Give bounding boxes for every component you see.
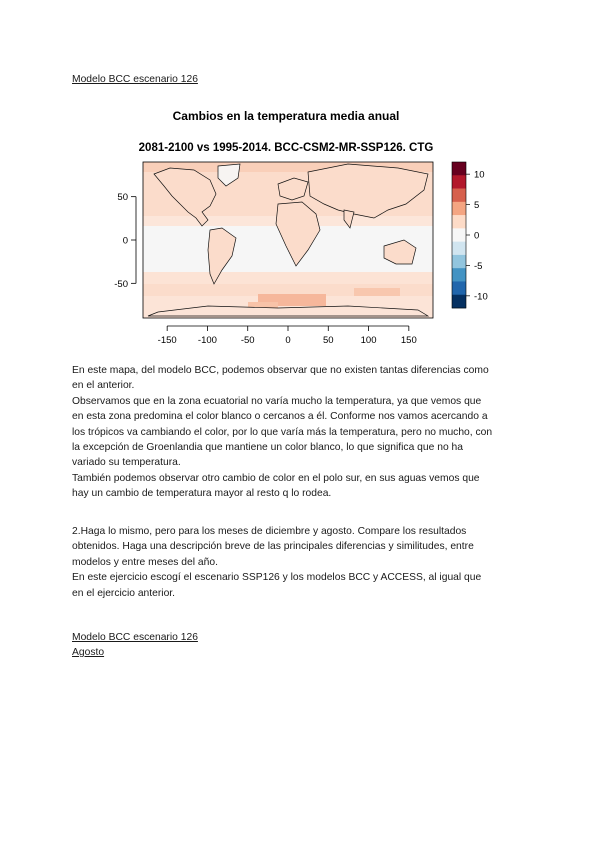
- text-line: Observamos que en la zona ecuatorial no varía mucho la temperatura, ya que vemos que: [72, 395, 482, 407]
- x-tick-label: 0: [285, 335, 291, 346]
- text-line: variado su temperatura.: [72, 457, 181, 469]
- colorbar-label: 10: [474, 169, 485, 181]
- section-2-heading: Modelo BCC escenario 126: [72, 632, 198, 643]
- colorbar-swatch: [452, 215, 466, 229]
- text-line: la excepción de Groenlandia que mantiene un color blanco, lo que significa que no ha: [72, 442, 463, 453]
- temperature-change-map: [98, 100, 500, 358]
- text-line: 2.Haga lo mismo, pero para los meses de diciembre y agosto. Compare los resultados: [72, 526, 467, 537]
- text-line: En este ejercicio escogí el escenario SSP126 y los modelos BCC y ACCESS, al igual que: [72, 572, 482, 584]
- x-tick-label: -100: [197, 335, 217, 346]
- y-tick-label: 50: [117, 192, 128, 204]
- chart-subtitle: 2081-2100 vs 1995-2014. BCC-CSM2-MR-SSP126. CTG: [138, 142, 434, 154]
- text-line: en el ejercicio anterior.: [72, 587, 176, 599]
- y-axis: [114, 192, 136, 290]
- colorbar-swatch: [452, 189, 466, 203]
- x-tick-label: -150: [157, 335, 177, 346]
- text-line: hay un cambio de temperatura mayor al resto q lo rodea.: [72, 488, 332, 500]
- colorbar-swatch: [452, 228, 466, 242]
- text-line: También podemos observar otro cambio de color en el polo sur, en sus aguas vemos que: [72, 472, 480, 484]
- x-tick-label: 50: [322, 335, 334, 346]
- colorbar-label: -10: [474, 291, 488, 303]
- chart-title: Cambios en la temperatura media anual: [172, 109, 400, 123]
- y-tick-label: 0: [122, 235, 128, 247]
- colorbar-label: 5: [474, 200, 480, 212]
- text-line: los trópicos va cambiando el color, por lo que varía más la temperatura, pero no mucho, con: [72, 426, 493, 438]
- colorbar-swatch: [452, 255, 466, 269]
- colorbar-label: 0: [474, 230, 480, 242]
- text-line: obtenidos. Haga una descripción breve de las principales diferencias y similitudes, entre: [72, 541, 474, 553]
- y-tick-label: -50: [114, 278, 128, 290]
- text-line: modelos y entre meses del año.: [72, 556, 218, 568]
- colorbar-label: -5: [474, 260, 483, 272]
- x-tick-label: 150: [400, 335, 417, 346]
- colorbar-swatch: [452, 175, 466, 189]
- colorbar-swatch: [452, 202, 466, 216]
- x-tick-label: -50: [240, 335, 255, 346]
- colorbar-swatch: [452, 242, 466, 256]
- x-tick-label: 100: [360, 335, 377, 346]
- text-line: En este mapa, del modelo BCC, podemos observar que no existen tantas diferencias como: [72, 365, 489, 376]
- section-1-heading: Modelo BCC escenario 126: [72, 74, 198, 85]
- section-2-subheading: Agosto: [72, 647, 105, 658]
- x-axis: [158, 326, 417, 346]
- text-line: en el anterior.: [72, 380, 135, 392]
- colorbar-swatch: [452, 281, 466, 295]
- colorbar-swatch: [452, 162, 466, 176]
- temperature-change-map-figure: [98, 100, 500, 358]
- colorbar-swatch: [452, 268, 466, 282]
- colorbar-swatch: [452, 295, 466, 309]
- colorbar: [452, 162, 488, 308]
- text-line: en esta zona predomina el color blanco o cercanos a él. Conforme nos vamos acercando a: [72, 411, 488, 423]
